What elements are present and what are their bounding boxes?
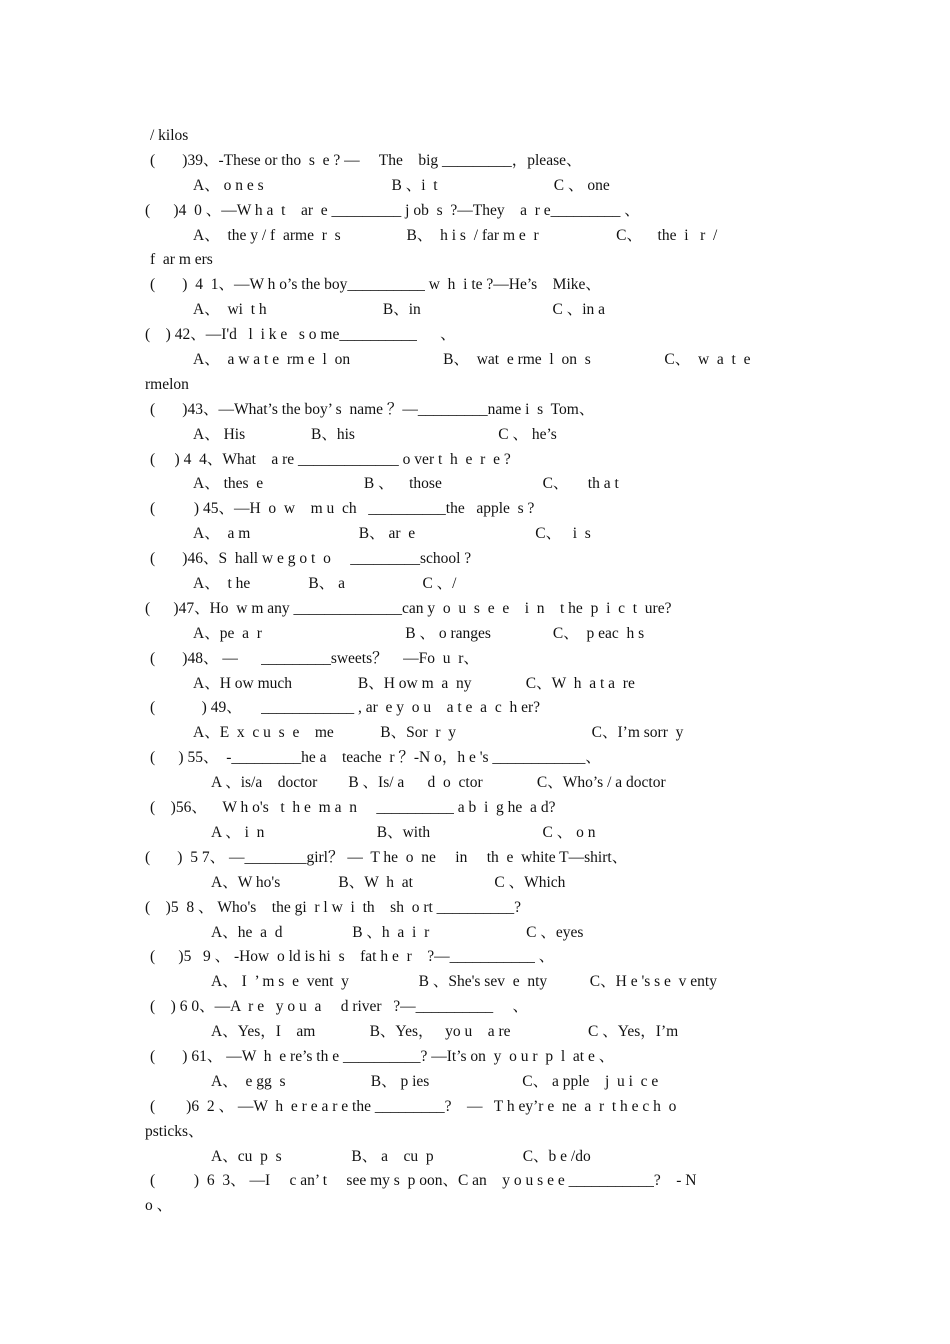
question-line: ( )5 9 、 -How o ld is hi s fat h e r ?—___________ 、	[150, 948, 555, 966]
text-line: rmelon	[145, 375, 189, 393]
question-line: ( )39、-These or tho s e ? — The big _________，please、	[150, 151, 582, 169]
options-line: A、E x c u s e me B、Sor r y C、I’m sorr y	[193, 724, 684, 742]
text-line: / kilos	[150, 127, 189, 144]
question-line: ( ) 55、 -_________he a teache r ？-N o，h e 's ____________、	[150, 749, 601, 767]
question-line: ( )46、S hall w e g o t o _________school ?	[150, 550, 472, 568]
options-line: A、W ho's B、W h at C 、Which	[211, 873, 566, 891]
options-line: A 、 i n B、with C 、 o n	[211, 823, 596, 841]
question-line: ( )47、Ho w m any ______________can y o u s e e i n t he p i c t ure?	[145, 599, 672, 617]
options-line: A、 t he B、 a C 、/	[193, 575, 457, 593]
question-line: ( ) 45、—H o w m u ch __________the apple s ?	[150, 500, 535, 518]
options-line: A、 o n e s B 、i t C 、 one	[193, 176, 610, 194]
text-line: psticks、	[145, 1122, 204, 1140]
text-line: o 、	[145, 1197, 173, 1215]
options-line: A、 thes e B 、 those C、 th a t	[193, 475, 619, 493]
question-line: ( )48、 — _________sweets？ —Fo u r、	[150, 649, 479, 667]
question-line: ( )5 8 、 Who's the gi r l w i th sh o rt __________?	[145, 898, 522, 916]
question-line: ( )43、—What’s the boy’ s name ？—_________name i s Tom、	[150, 400, 595, 418]
options-line: A、he a d B 、h a i r C 、eyes	[211, 923, 584, 941]
options-line: A、 a m B、 ar e C、 i s	[193, 525, 591, 543]
text-line: f ar m ers	[150, 251, 213, 269]
question-line: ( ) 4 4、What a re _____________ o ver t h e r e ?	[150, 450, 511, 468]
options-line: A、 the y / f arme r s B、 h i s / far m e r C、 the i r /	[193, 226, 718, 244]
options-line: A、 e gg s B、 p ies C、 a pple j u i c e	[211, 1072, 659, 1090]
question-line: ( )6 2 、 —W h e r e a r e the _________? — T h ey’r e ne a r t h e c h o	[150, 1097, 677, 1115]
question-line: ( ) 49、 ____________ , ar e y o u a t e a c h er?	[150, 699, 540, 717]
question-line: ( ) 61、 —W h e re’s th e __________? —It’s on y o u r p l at e 、	[150, 1047, 615, 1065]
options-line: A、pe a r B 、 o ranges C、 p eac h s	[193, 624, 645, 642]
options-line: A、cu p s B、 a cu p C、b e /do	[211, 1147, 591, 1165]
options-line: A、H ow much B、H ow m a ny C、W h a t a re	[193, 674, 635, 692]
options-line: A、 wi t h B、in C 、in a	[193, 301, 606, 319]
options-line: A、 His B、his C 、 he’s	[193, 425, 557, 443]
question-line: ( ) 42、—I'd l i k e s o me__________ 、	[145, 326, 456, 344]
question-line: ( )56、 W h o's t h e m a n __________ a b i g he a d?	[150, 799, 556, 817]
options-line: A 、is/a doctor B 、Is/ a d o ctor C、Who’s / a doctor	[211, 774, 666, 792]
question-line: ( ) 5 7、 —________girl？ — T he o ne in th e white T—shirt、	[145, 848, 628, 866]
question-list	[145, 124, 810, 1219]
options-line: A、Yes，I am B、Yes， yo u a re C 、Yes，I’m	[211, 1023, 679, 1041]
question-line: ( ) 4 1、—W h o’s the boy__________ w h i te ?—He’s Mike、	[150, 276, 601, 294]
options-line: A、 I ’ m s e vent y B 、She's sev e nty C、H e 's s e v enty	[211, 973, 717, 991]
question-line: ( ) 6 0、—A r e y o u a d river ?—__________ 、	[150, 998, 528, 1016]
question-line: ( )4 0 、—W h a t ar e _________ j ob s ?—They a r e_________ 、	[145, 201, 640, 219]
options-line: A、 a w a t e rm e l on B、 wat e rme l on s C、 w a t e	[193, 351, 751, 369]
question-line: ( ) 6 3、 —I c an’ t see my s p oon、C an y o u s e e ___________? - N	[150, 1172, 697, 1190]
